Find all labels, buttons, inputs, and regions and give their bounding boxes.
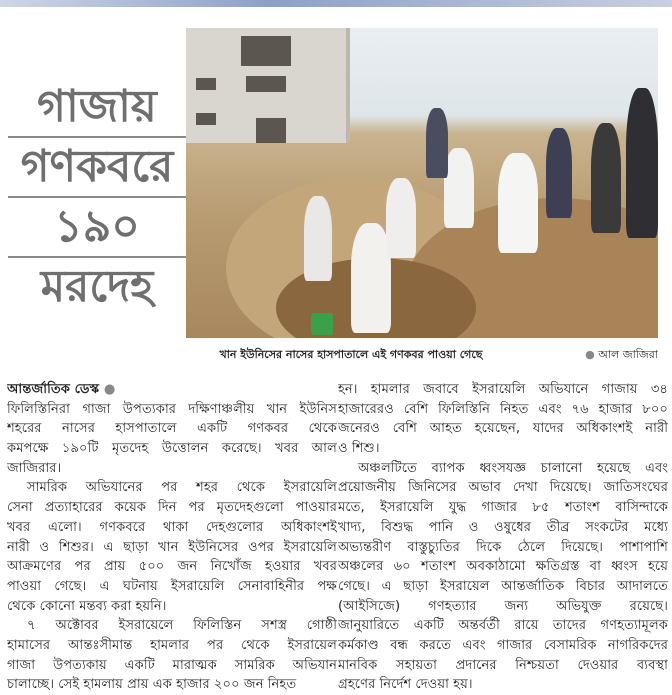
dateline <box>7 380 337 400</box>
article-line: পাওয়া গেছে। এ ঘটনায় ইসরায়েলি সেনাবাহিনীর পক্ষ <box>7 578 337 594</box>
article-line: অঞ্চলের ৬০ শতাংশ অবকাঠামো ক্ষতিগ্রস্ত বা ধ্বংস হয়ে <box>338 559 668 575</box>
article-line: খাদ্য, বিশুদ্ধ পানি ও ওষুধের তীব্র সংকটের মধ্যে <box>338 519 668 535</box>
article-line: শহরের নাসের হাসপাতালে একটি গণকবর থেকে <box>7 421 337 437</box>
bullet-icon: ● <box>585 348 595 361</box>
article-line: জনেরও বেশি আহত হয়েছেন, যাদের অধিকাংশই নারী <box>338 421 668 437</box>
headline-rule <box>8 256 186 258</box>
article-line: জাজিরার। <box>7 460 62 476</box>
article-column-right <box>338 380 668 695</box>
news-photo-mass-grave <box>186 28 658 338</box>
article-line: হাজারেরও বেশি ফিলিস্তিনি নিহত এবং ৭৬ হাজার ৮০০ <box>338 401 668 417</box>
article-line: খবর এলো। গণকবরে থাকা দেহগুলোর অধিকাংশই <box>7 519 337 535</box>
article-line: কমপক্ষে ১৯০টি মৃতদেহ উত্তোলন করেছে। খবর আল <box>7 441 337 457</box>
article-line: সেনা প্রত্যাহারের কয়েক দিন পর মৃতদেহগুলো পাওয়ার <box>7 500 337 516</box>
article-line: ও শিশু। <box>338 441 380 457</box>
article-line: মানবিক সহায়তা প্রদানের নিশ্চয়তা দেওয়ার ব্যবস্থা <box>338 657 668 673</box>
article-line: চালাচ্ছে। সেই হামলায় প্রায় এক হাজার ২০০ জন নিহত <box>7 677 297 693</box>
damaged-building <box>186 28 350 143</box>
article-line: জানুয়ারিতে একটি অন্তর্বর্তী রায়ে তাদের গণহত্যামূলক <box>338 618 668 634</box>
headline-rule <box>8 196 186 198</box>
top-color-strip <box>0 0 672 7</box>
article-line: (আইসিজে) গণহত্যার জন্য অভিযুক্ত রয়েছে। <box>338 598 668 614</box>
caption-text: খান ইউনিসের নাসের হাসপাতালে এই গণকবর পাওয়া গেছে <box>219 348 483 361</box>
headline-rule <box>8 136 186 138</box>
article-line: ৭ অক্টোবর ইসরায়েলে ফিলিস্তিন সশস্ত্র গোষ্ঠী <box>27 618 337 634</box>
bullet-icon: ● <box>103 382 116 397</box>
article-line: হন। হামলার জবাবে ইসরায়েলি অভিযানে গাজায় ৩৪ <box>338 382 668 397</box>
photo-credit <box>585 346 658 365</box>
article-line: আক্রমণের পর প্রায় ৫০০ জন নিখোঁজ হওয়ার খবর <box>7 559 337 575</box>
article-line: মতে, ইসরায়েলি যুদ্ধ গাজার ৮৫ শতাংশ বাসিন্দাকে <box>338 500 668 516</box>
article-line: হামাসের আন্তঃসীমান্ত হামলার পর থেকে ইসরায়েল <box>7 637 337 653</box>
article-line: থেকে কোনো মন্তব্য করা হয়নি। <box>7 598 167 614</box>
article-line: ফিলিস্তিনিরা গাজা উপত্যকার দক্ষিণাঞ্চলীয় খান ইউনিস <box>7 401 337 417</box>
article-line: গাজা উপত্যকায় একটি মারাত্মক সামরিক অভিযান <box>7 657 337 673</box>
article-column-left <box>7 380 337 695</box>
dateline-text: আন্তর্জাতিক ডেস্ক <box>7 382 100 397</box>
article-line: অঞ্চলটিতে ব্যাপক ধ্বংসযজ্ঞ চালানো হয়েছে এবং <box>358 460 668 476</box>
article-line: অভ্যন্তরীণ বাস্তুচ্যুতির দিকে ঠেলে দিয়েছে। পাশাপাশি <box>338 539 668 555</box>
article-line: সামরিক অভিযানের পর শহর থেকে ইসরায়েলি <box>27 480 337 496</box>
headline <box>8 80 186 314</box>
article-line: নারী ও শিশুর। এ ছাড়া খান ইউনিসের ওপর ইসরায়েলি <box>7 539 337 555</box>
credit-text: আল জাজিরা <box>598 348 658 361</box>
article-line: গ্রহণের নির্দেশ দেওয়া হয়। <box>338 677 473 693</box>
article-line: প্রয়োজনীয় জিনিসের অভাব দেখা দিয়েছে। জাতিসংঘের <box>338 480 668 496</box>
article-line: গেছে। এ ছাড়া ইসরায়েল আন্তর্জাতিক বিচার আদালতে <box>338 578 668 594</box>
headline-line: ১৯০ <box>54 201 140 252</box>
article-line: কর্মকাণ্ড বন্ধ করতে এবং গাজার বেসামরিক নাগরিকদের <box>338 637 668 653</box>
headline-line: মরদেহ <box>40 261 154 312</box>
headline-line: গাজায় <box>37 81 157 132</box>
headline-line: গণকবরে <box>20 141 174 192</box>
